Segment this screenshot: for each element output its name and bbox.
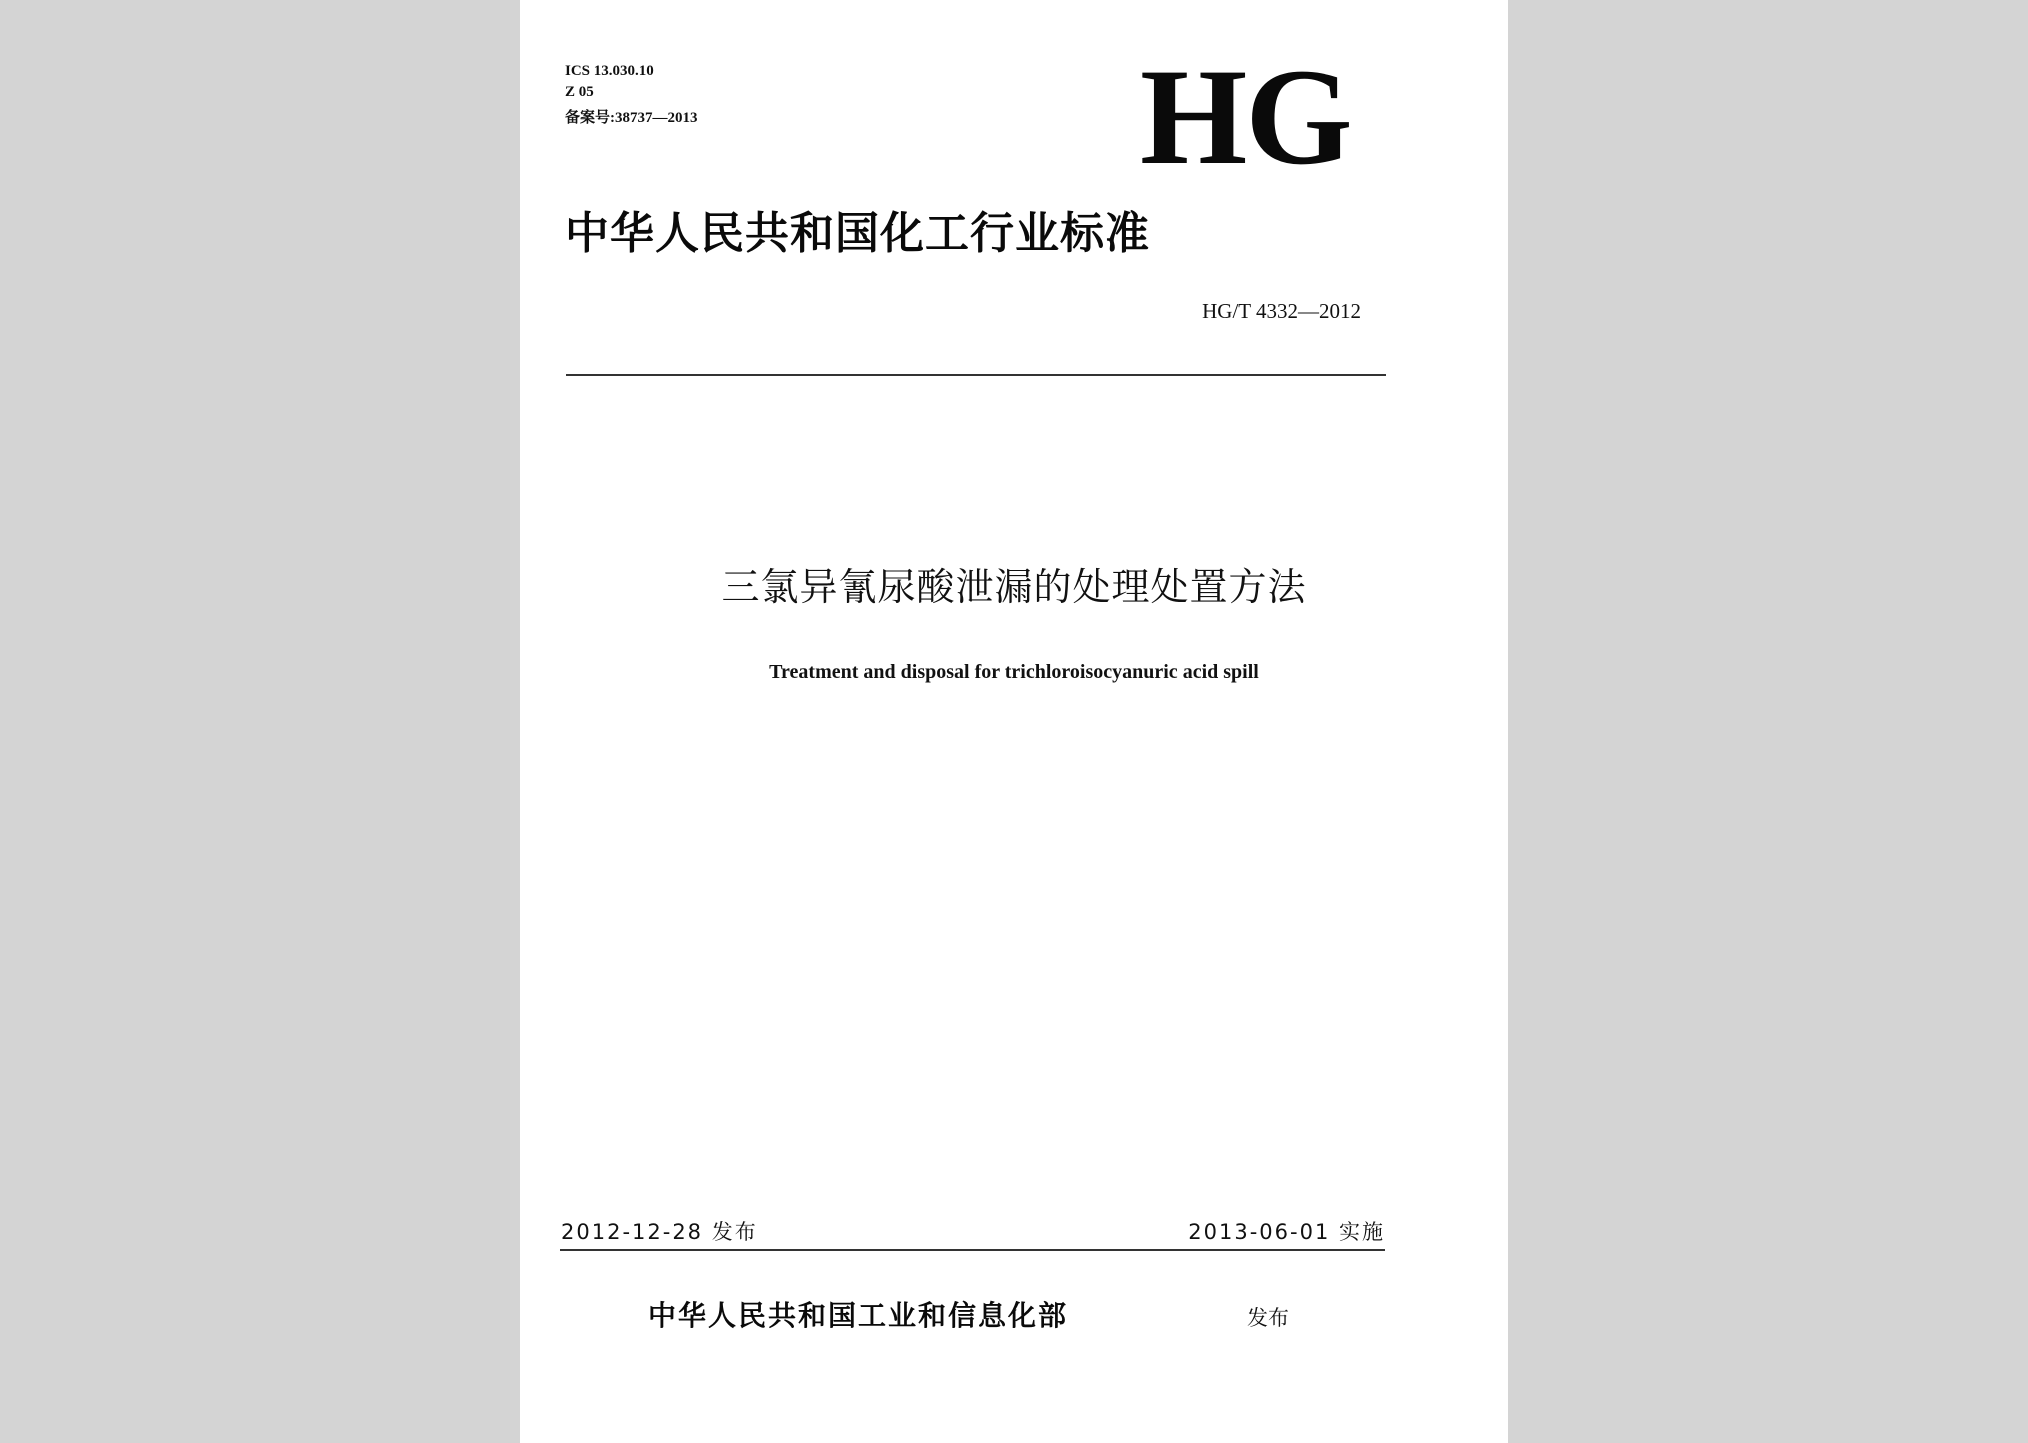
standard-title: 中华人民共和国化工行业标准	[565, 208, 1150, 259]
issue-date: 2012-12-28 发布	[561, 1220, 758, 1244]
implementation-date: 2013-06-01 实施	[1188, 1220, 1385, 1244]
publisher-name: 中华人民共和国工业和信息化部	[648, 1299, 1069, 1332]
ics-code: ICS 13.030.10	[565, 63, 654, 79]
document-title-en: Treatment and disposal for trichloroisocyanuric acid spill	[769, 661, 1259, 683]
hg-logo: HG	[1140, 40, 1351, 193]
document-page	[520, 0, 1508, 1443]
publisher-label: 发布	[1247, 1306, 1289, 1330]
bottom-divider	[560, 1249, 1385, 1251]
standard-number: HG/T 4332—2012	[1202, 299, 1361, 323]
record-number: 备案号:38737—2013	[565, 110, 698, 126]
document-title-cn: 三氯异氰尿酸泄漏的处理处置方法	[721, 565, 1307, 609]
top-divider	[566, 374, 1386, 376]
classification-code: Z 05	[565, 84, 594, 100]
